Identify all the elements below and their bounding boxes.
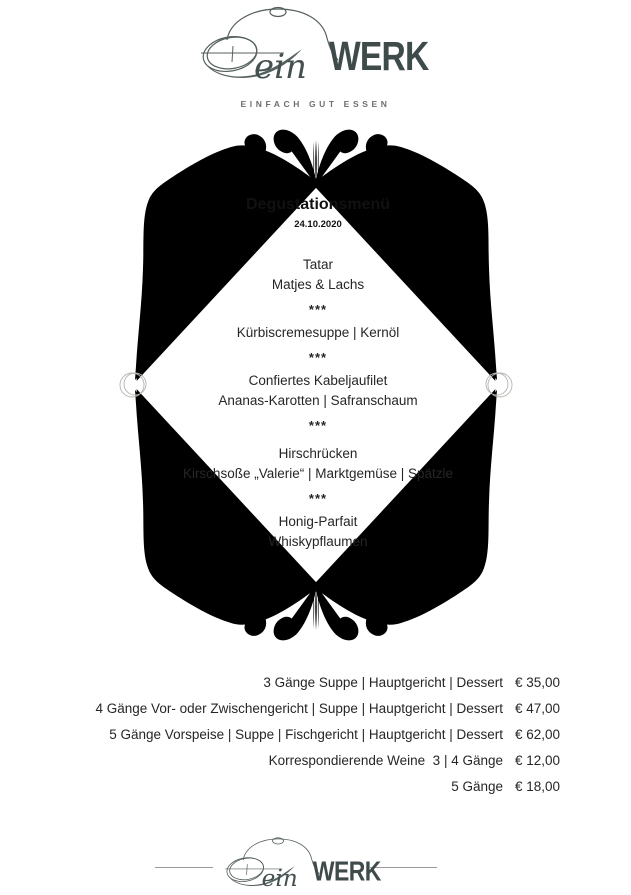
- price-row: [0, 670, 560, 696]
- price-list: [0, 670, 560, 800]
- price-desc: 5 Gänge Vorspeise | Suppe | Fischgericht | Hauptgericht | Dessert: [109, 727, 503, 742]
- price-desc: 3 Gänge Suppe | Hauptgericht | Dessert: [263, 675, 503, 690]
- price-row: [0, 748, 560, 774]
- price-value: € 35,00: [514, 675, 560, 690]
- menu-title: Degustationsmenü: [245, 196, 390, 213]
- price-row: [0, 722, 560, 748]
- course-separator: ***: [308, 491, 328, 506]
- course-separator: ***: [308, 302, 328, 317]
- restaurant-logo: [196, 2, 436, 94]
- course-line: Ananas-Karotten | Safranschaum: [218, 393, 418, 408]
- price-row: [0, 774, 560, 800]
- tagline: EINFACH GUT ESSEN: [240, 99, 391, 109]
- course-separator: ***: [308, 350, 328, 365]
- price-value: € 62,00: [514, 727, 560, 742]
- price-value: € 47,00: [514, 701, 560, 716]
- course-line: Confiertes Kabeljaufilet: [248, 373, 388, 388]
- course-line: Hirschrücken: [278, 446, 358, 461]
- course-line: Matjes & Lachs: [271, 277, 365, 292]
- divider-line-left: [155, 867, 213, 868]
- course-line: Kürbiscremesuppe | Kernöl: [236, 325, 400, 340]
- course-line: Kirschsoße „Valerie“ | Marktgemüse | Spätzle: [182, 466, 454, 481]
- restaurant-logo-footer: [222, 834, 386, 895]
- price-row: [0, 696, 560, 722]
- course-line: Whiskypflaumen: [268, 534, 368, 549]
- course-line: Tatar: [302, 257, 333, 272]
- price-desc: Korrespondierende Weine 3 | 4 Gänge: [268, 753, 503, 768]
- price-value: € 12,00: [514, 753, 560, 768]
- menu-body: [0, 255, 631, 552]
- price-desc: 5 Gänge: [451, 779, 503, 794]
- course-line: Honig-Parfait: [278, 514, 358, 529]
- course-separator: ***: [308, 418, 328, 433]
- price-value: € 18,00: [514, 779, 560, 794]
- menu-date: 24.10.2020: [294, 219, 342, 230]
- price-desc: 4 Gänge Vor- oder Zwischengericht | Suppe | Hauptgericht | Dessert: [95, 701, 503, 716]
